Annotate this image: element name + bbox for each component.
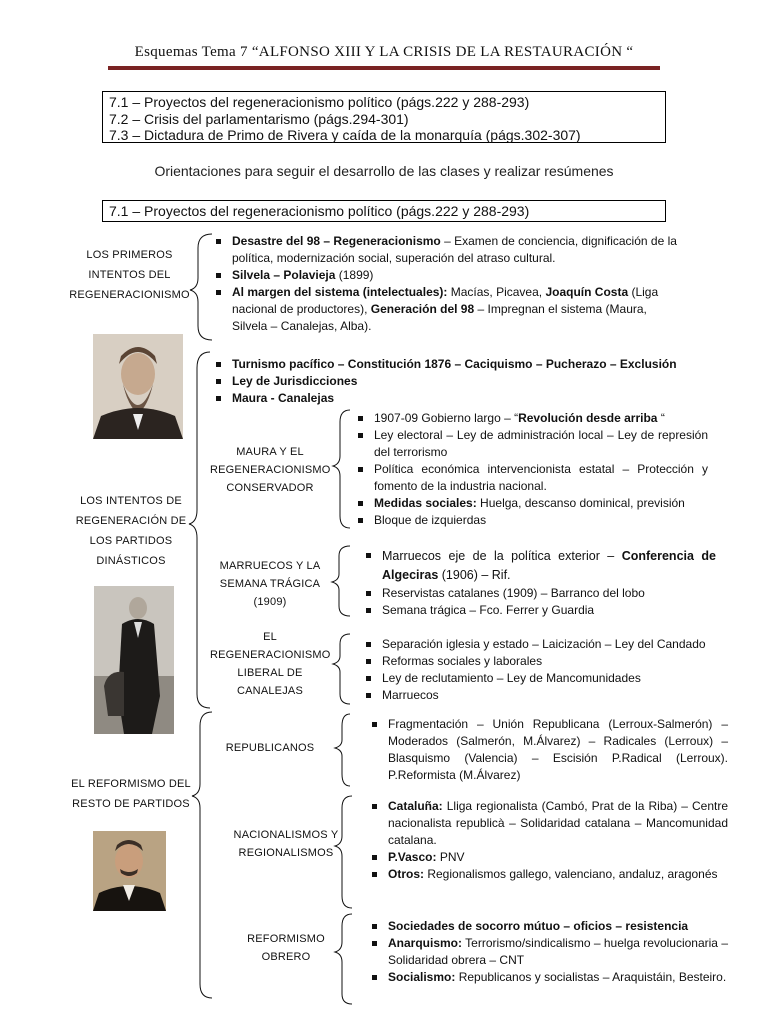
- block-marruecos: [364, 547, 716, 619]
- block-nacionalismos: [370, 798, 728, 883]
- block-canalejas: [364, 636, 724, 704]
- list-item: Ley de Jurisdicciones: [214, 373, 684, 390]
- block-primeros: [214, 233, 684, 335]
- portrait-silvela: [93, 334, 183, 439]
- block-dinasticos: [214, 356, 684, 407]
- list-item: Cataluña: Lliga regionalista (Cambó, Prat de la Riba) – Centre nacionalista republicà – Solidaridad catalana – Mancomunidad catalana.: [370, 798, 728, 849]
- list-item: Ley de reclutamiento – Ley de Mancomunidades: [364, 670, 724, 687]
- list-item: 1907-09 Gobierno largo – “Revolución desde arriba “: [356, 410, 708, 427]
- index-item: 7.2 – Crisis del parlamentarismo (págs.294-301): [109, 110, 409, 127]
- list-item: Maura - Canalejas: [214, 390, 684, 407]
- label-maura: MAURA Y EL REGENERACIONISMO CONSERVADOR: [210, 446, 331, 494]
- block-maura: [356, 410, 708, 529]
- block-republicanos: [370, 716, 728, 784]
- list-item: Reservistas catalanes (1909) – Barranco del lobo: [364, 585, 716, 602]
- brace-canalejas: [333, 634, 350, 704]
- label-resto: EL REFORMISMO DEL RESTO DE PARTIDOS: [71, 778, 191, 810]
- list-item: Sociedades de socorro mútuo – oficios – resistencia: [370, 918, 728, 935]
- list-item: Medidas sociales: Huelga, descanso dominical, previsión: [356, 495, 708, 512]
- index-item: 7.1 – Proyectos del regeneracionismo político (págs.222 y 288-293): [109, 94, 530, 110]
- label-dinasticos: LOS INTENTOS DE REGENERACIÓN DE LOS PARTIDOS DINÁSTICOS: [75, 495, 187, 567]
- label-canalejas: EL REGENERACIONISMO LIBERAL DE CANALEJAS: [210, 631, 331, 697]
- list-item: Reformas sociales y laborales: [364, 653, 724, 670]
- list-item: Al margen del sistema (intelectuales): Macías, Picavea, Joaquín Costa (Liga nacional de productores), Generación del 98 – Impregnan el sistema (Maura, Silvela – Canalejas, Alba).: [214, 284, 684, 335]
- list-item: Anarquismo: Terrorismo/sindicalismo – huelga revolucionaria – Solidaridad obrera – CNT: [370, 935, 728, 969]
- list-item: Ley electoral – Ley de administración local – Ley de represión del terrorismo: [356, 427, 708, 461]
- label-nacionalismos: NACIONALISMOS Y REGIONALISMOS: [233, 829, 339, 859]
- list-item: P.Vasco: PNV: [370, 849, 728, 866]
- label-primeros: LOS PRIMEROS INTENTOS DEL REGENERACIONISMO: [69, 249, 190, 301]
- brace-marruecos: [332, 546, 350, 616]
- list-item: Desastre del 98 – Regeneracionismo – Examen de conciencia, dignificación de la política, modernización social, superación del atraso cultural.: [214, 233, 684, 267]
- list-item: Marruecos: [364, 687, 724, 704]
- list-item: Bloque de izquierdas: [356, 512, 708, 529]
- list-item: Marruecos eje de la política exterior – Conferencia de Algeciras (1906) – Rif.: [364, 547, 716, 585]
- page-title: Esquemas Tema 7 “ALFONSO XIII Y LA CRISIS DE LA RESTAURACIÓN “: [134, 44, 634, 60]
- label-marruecos: MARRUECOS Y LA SEMANA TRÁGICA (1909): [219, 560, 321, 608]
- list-item: Separación iglesia y estado – Laicización – Ley del Candado: [364, 636, 724, 653]
- portrait-politician: [93, 831, 166, 911]
- brace-maura: [333, 410, 350, 528]
- list-item: Otros: Regionalismos gallego, valenciano, andaluz, aragonés: [370, 866, 728, 883]
- brace-republicanos: [335, 714, 350, 786]
- list-item: Fragmentación – Unión Republicana (Lerroux-Salmerón) – Moderados (Salmerón, M.Álvarez) – Radicales (Lerroux) – Blasquismo (Valencia) – Escisión P.Radical (Lerroux). P.Reformista (M.Álvarez): [370, 716, 728, 784]
- brace-resto: [192, 712, 212, 998]
- label-republicanos: REPUBLICANOS: [225, 742, 315, 754]
- label-obrero: REFORMISMO OBRERO: [247, 933, 325, 963]
- list-item: Semana trágica – Fco. Ferrer y Guardia: [364, 602, 716, 619]
- list-item: Turnismo pacífico – Constitución 1876 – Caciquismo – Pucherazo – Exclusión: [214, 356, 684, 373]
- list-item: Silvela – Polavieja (1899): [214, 267, 684, 284]
- block-obrero: [370, 918, 728, 986]
- index-item: 7.3 – Dictadura de Primo de Rivera y caída de la monarquía (págs.302-307): [109, 127, 581, 143]
- portrait-canalejas: [94, 586, 174, 734]
- orientation-text: Orientaciones para seguir el desarrollo de las clases y realizar resúmenes: [154, 163, 614, 179]
- section-heading: 7.1 – Proyectos del regeneracionismo político (págs.222 y 288-293): [109, 203, 530, 219]
- list-item: Política económica intervencionista estatal – Protección y fomento de la industria nacional.: [356, 461, 708, 495]
- list-item: Socialismo: Republicanos y socialistas – Araquistáin, Besteiro.: [370, 969, 728, 986]
